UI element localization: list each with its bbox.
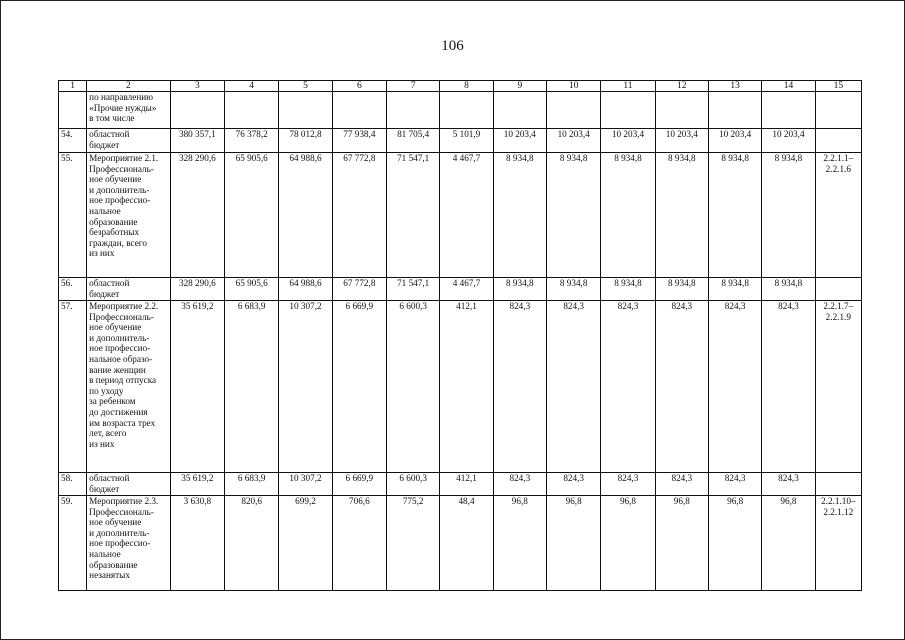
row-description: по направлению «Прочие нужды» в том числе [87, 92, 171, 129]
value-cell [708, 92, 761, 129]
table-row [59, 129, 862, 153]
column-header-12: 12 [655, 81, 708, 92]
value-cell: 8 934,8 [708, 278, 761, 301]
value-cell: 96,8 [546, 496, 600, 591]
value-cell: 824,3 [655, 301, 708, 473]
target-indicator-ref [815, 473, 861, 496]
value-cell: 824,3 [708, 301, 761, 473]
value-cell: 10 203,4 [601, 129, 655, 153]
row-description: областной бюджет [87, 278, 171, 301]
row-number: 59. [59, 496, 87, 591]
value-cell: 8 934,8 [601, 153, 655, 278]
value-cell: 380 357,1 [170, 129, 224, 153]
column-header-10: 10 [546, 81, 600, 92]
value-cell [387, 92, 440, 129]
row-number [59, 92, 87, 129]
value-cell: 824,3 [762, 301, 815, 473]
value-cell: 8 934,8 [546, 278, 600, 301]
value-cell: 6 600,3 [387, 301, 440, 473]
row-description: Мероприятие 2.1. Профессиональ- ное обучение и дополнитель- ное профессио- нальное образование безработных граждан, всего из них [87, 153, 171, 278]
value-cell [279, 92, 332, 129]
value-cell: 6 669,9 [332, 301, 386, 473]
value-cell: 8 934,8 [493, 278, 546, 301]
value-cell [655, 92, 708, 129]
target-indicator-ref: 2.2.1.7– 2.2.1.9 [815, 301, 861, 473]
value-cell: 4 467,7 [440, 278, 493, 301]
value-cell: 81 705,4 [387, 129, 440, 153]
value-cell: 35 619,2 [170, 301, 224, 473]
value-cell: 6 600,3 [387, 473, 440, 496]
value-cell: 96,8 [762, 496, 815, 591]
value-cell: 5 101,9 [440, 129, 493, 153]
value-cell: 96,8 [493, 496, 546, 591]
column-header-5: 5 [279, 81, 332, 92]
value-cell: 10 203,4 [546, 129, 600, 153]
row-number: 57. [59, 301, 87, 473]
value-cell: 10 307,2 [279, 473, 332, 496]
value-cell: 65 905,6 [225, 153, 279, 278]
value-cell [225, 92, 279, 129]
row-description: областной бюджет [87, 473, 171, 496]
table-row [59, 153, 862, 278]
value-cell [546, 92, 600, 129]
value-cell: 96,8 [708, 496, 761, 591]
value-cell: 96,8 [601, 496, 655, 591]
value-cell: 8 934,8 [655, 153, 708, 278]
value-cell [601, 92, 655, 129]
value-cell: 328 290,6 [170, 278, 224, 301]
value-cell: 3 630,8 [170, 496, 224, 591]
value-cell: 824,3 [601, 301, 655, 473]
row-description: Мероприятие 2.2. Профессиональ- ное обучение и дополнитель- ное профессио- нальное образо- вание женщин в период отпуска по уходу за ребенком до достижения им возраста трех лет, всего из них [87, 301, 171, 473]
value-cell [762, 92, 815, 129]
value-cell: 8 934,8 [655, 278, 708, 301]
column-header-7: 7 [387, 81, 440, 92]
value-cell: 8 934,8 [601, 278, 655, 301]
value-cell: 67 772,8 [332, 153, 386, 278]
target-indicator-ref [815, 92, 861, 129]
row-description: областной бюджет [87, 129, 171, 153]
value-cell [493, 92, 546, 129]
value-cell: 76 378,2 [225, 129, 279, 153]
page-number: 106 [441, 38, 464, 54]
target-indicator-ref [815, 278, 861, 301]
value-cell: 824,3 [708, 473, 761, 496]
column-header-6: 6 [332, 81, 386, 92]
value-cell: 4 467,7 [440, 153, 493, 278]
table-row [59, 473, 862, 496]
column-number-header [59, 81, 862, 92]
table-row [59, 496, 862, 591]
value-cell: 10 307,2 [279, 301, 332, 473]
column-header-11: 11 [601, 81, 655, 92]
value-cell: 71 547,1 [387, 153, 440, 278]
column-header-3: 3 [170, 81, 224, 92]
value-cell: 6 683,9 [225, 301, 279, 473]
value-cell: 824,3 [546, 473, 600, 496]
value-cell: 824,3 [546, 301, 600, 473]
value-cell: 6 669,9 [332, 473, 386, 496]
value-cell: 820,6 [225, 496, 279, 591]
column-header-8: 8 [440, 81, 493, 92]
target-indicator-ref [815, 129, 861, 153]
table-row [59, 278, 862, 301]
column-header-9: 9 [493, 81, 546, 92]
row-description: Мероприятие 2.3. Профессиональ- ное обучение и дополнитель- ное профессио- нальное образование незанятых [87, 496, 171, 591]
value-cell: 412,1 [440, 473, 493, 496]
table-row [59, 301, 862, 473]
value-cell: 8 934,8 [546, 153, 600, 278]
value-cell: 71 547,1 [387, 278, 440, 301]
value-cell: 78 012,8 [279, 129, 332, 153]
value-cell: 48,4 [440, 496, 493, 591]
value-cell: 10 203,4 [762, 129, 815, 153]
value-cell: 10 203,4 [493, 129, 546, 153]
value-cell: 6 683,9 [225, 473, 279, 496]
value-cell: 706,6 [332, 496, 386, 591]
column-header-13: 13 [708, 81, 761, 92]
value-cell: 8 934,8 [708, 153, 761, 278]
row-number: 55. [59, 153, 87, 278]
column-header-2: 2 [87, 81, 171, 92]
value-cell: 64 988,6 [279, 278, 332, 301]
value-cell: 824,3 [655, 473, 708, 496]
value-cell: 699,2 [279, 496, 332, 591]
column-header-1: 1 [59, 81, 87, 92]
value-cell: 96,8 [655, 496, 708, 591]
value-cell: 824,3 [493, 473, 546, 496]
row-number: 58. [59, 473, 87, 496]
value-cell [440, 92, 493, 129]
budget-table [58, 80, 862, 591]
value-cell: 824,3 [601, 473, 655, 496]
value-cell: 10 203,4 [708, 129, 761, 153]
column-header-14: 14 [762, 81, 815, 92]
target-indicator-ref: 2.2.1.1– 2.2.1.6 [815, 153, 861, 278]
table-row [59, 92, 862, 129]
value-cell: 824,3 [493, 301, 546, 473]
value-cell: 824,3 [762, 473, 815, 496]
value-cell: 10 203,4 [655, 129, 708, 153]
value-cell: 64 988,6 [279, 153, 332, 278]
value-cell: 328 290,6 [170, 153, 224, 278]
row-number: 54. [59, 129, 87, 153]
value-cell: 412,1 [440, 301, 493, 473]
row-number: 56. [59, 278, 87, 301]
value-cell [332, 92, 386, 129]
value-cell: 8 934,8 [493, 153, 546, 278]
value-cell: 8 934,8 [762, 153, 815, 278]
value-cell: 35 619,2 [170, 473, 224, 496]
target-indicator-ref: 2.2.1.10– 2.2.1.12 [815, 496, 861, 591]
value-cell: 77 938,4 [332, 129, 386, 153]
column-header-15: 15 [815, 81, 861, 92]
value-cell: 8 934,8 [762, 278, 815, 301]
value-cell: 775,2 [387, 496, 440, 591]
value-cell: 67 772,8 [332, 278, 386, 301]
value-cell [170, 92, 224, 129]
column-header-4: 4 [225, 81, 279, 92]
value-cell: 65 905,6 [225, 278, 279, 301]
